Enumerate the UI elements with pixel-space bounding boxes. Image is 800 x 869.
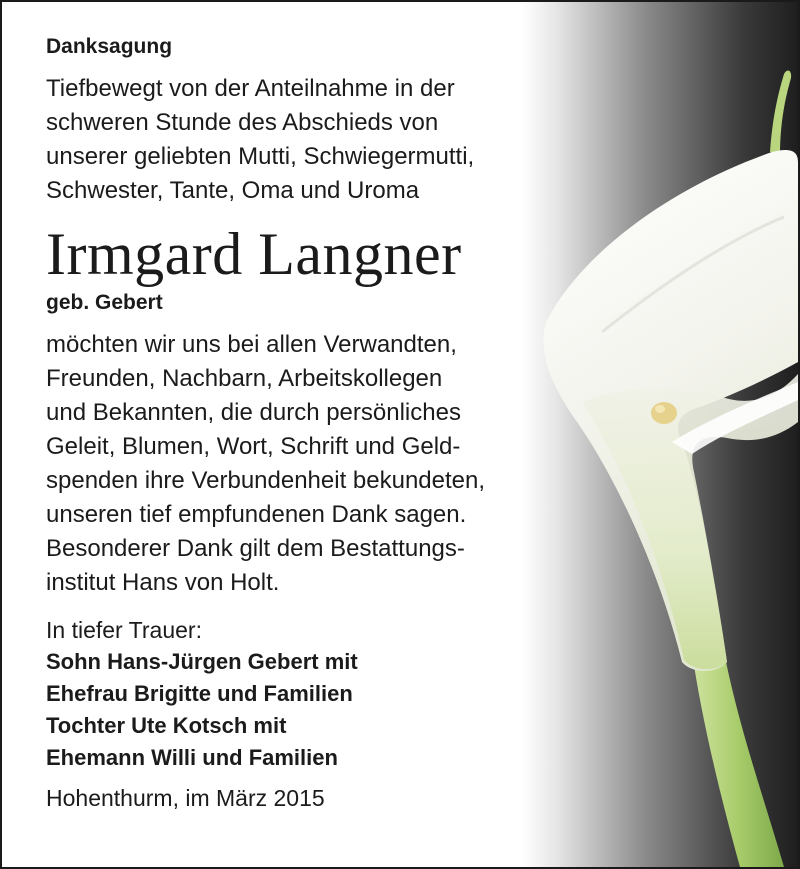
body-line: Besonderer Dank gilt dem Bestattungs- bbox=[46, 535, 465, 562]
notice-text bbox=[46, 32, 566, 814]
body-line: Freunden, Nachbarn, Arbeitskollegen bbox=[46, 365, 443, 392]
family-line: Tochter Ute Kotsch mit bbox=[46, 713, 287, 738]
family-line: Ehemann Willi und Familien bbox=[46, 745, 338, 770]
body-line: und Bekannten, die durch persönliches bbox=[46, 399, 461, 426]
notice-heading: Danksagung bbox=[46, 35, 173, 58]
mourners-block bbox=[46, 614, 566, 774]
body-line: möchten wir uns bei allen Verwandten, bbox=[46, 331, 457, 358]
intro-line: unserer geliebten Mutti, Schwiegermutti, bbox=[46, 143, 475, 170]
place-date: Hohenthurm, im März 2015 bbox=[46, 785, 325, 811]
intro-line: Tiefbewegt von der Anteilnahme in der bbox=[46, 75, 455, 102]
intro-line: Schwester, Tante, Oma und Uroma bbox=[46, 177, 420, 204]
deceased-name: Irmgard Langner bbox=[46, 221, 462, 287]
body-line: Geleit, Blumen, Wort, Schrift und Geld- bbox=[46, 433, 461, 460]
intro-paragraph bbox=[46, 72, 566, 208]
body-line: unseren tief empfundenen Dank sagen. bbox=[46, 501, 467, 528]
mourning-label: In tiefer Trauer: bbox=[46, 617, 202, 643]
family-line: Sohn Hans-Jürgen Gebert mit bbox=[46, 649, 358, 674]
body-line: institut Hans von Holt. bbox=[46, 569, 280, 596]
intro-line: schweren Stunde des Abschieds von bbox=[46, 109, 439, 136]
maiden-name: geb. Gebert bbox=[46, 291, 163, 314]
family-line: Ehefrau Brigitte und Familien bbox=[46, 681, 353, 706]
body-line: spenden ihre Verbundenheit bekundeten, bbox=[46, 467, 486, 494]
thanks-paragraph bbox=[46, 328, 566, 600]
